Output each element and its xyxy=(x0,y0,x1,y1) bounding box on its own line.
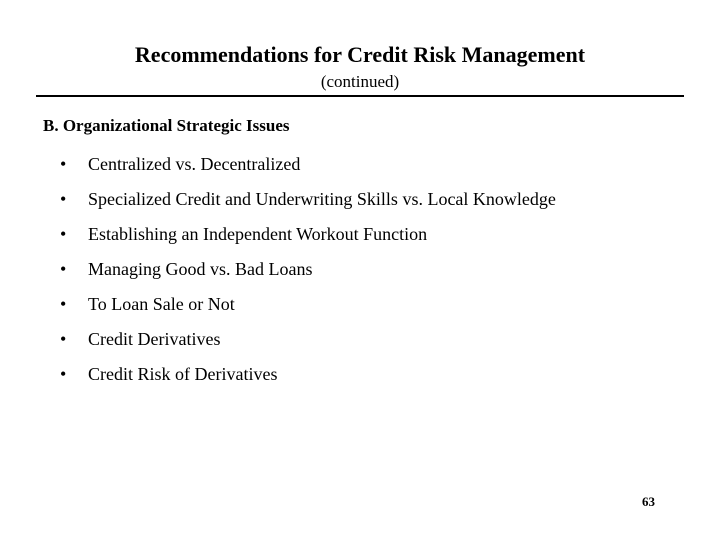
list-item-text: Credit Derivatives xyxy=(88,329,221,349)
bullet-icon: • xyxy=(60,154,67,174)
bullet-icon: • xyxy=(60,364,67,384)
list-item-text: Specialized Credit and Underwriting Skills vs. Local Knowledge xyxy=(88,189,556,209)
title-divider xyxy=(36,95,684,97)
bullet-icon: • xyxy=(60,329,67,349)
list-item xyxy=(60,327,556,362)
page-number: 63 xyxy=(642,494,655,509)
bullet-icon: • xyxy=(60,189,67,209)
bullet-icon: • xyxy=(60,259,67,279)
list-item xyxy=(60,362,556,397)
list-item-text: Credit Risk of Derivatives xyxy=(88,364,278,384)
list-item-text: Establishing an Independent Workout Function xyxy=(88,224,428,244)
slide-title: Recommendations for Credit Risk Management xyxy=(134,42,586,67)
list-item xyxy=(60,292,556,327)
list-item xyxy=(60,187,556,222)
bullet-icon: • xyxy=(60,224,67,244)
bullet-icon: • xyxy=(60,294,67,314)
list-item-text: To Loan Sale or Not xyxy=(88,294,235,314)
list-item-text: Managing Good vs. Bad Loans xyxy=(88,259,313,279)
bullet-list xyxy=(60,152,556,397)
list-item xyxy=(60,257,556,292)
list-item-text: Centralized vs. Decentralized xyxy=(88,154,301,174)
section-heading: B. Organizational Strategic Issues xyxy=(43,116,290,135)
list-item xyxy=(60,152,556,187)
list-item xyxy=(60,222,556,257)
slide-subtitle: (continued) xyxy=(320,72,400,91)
